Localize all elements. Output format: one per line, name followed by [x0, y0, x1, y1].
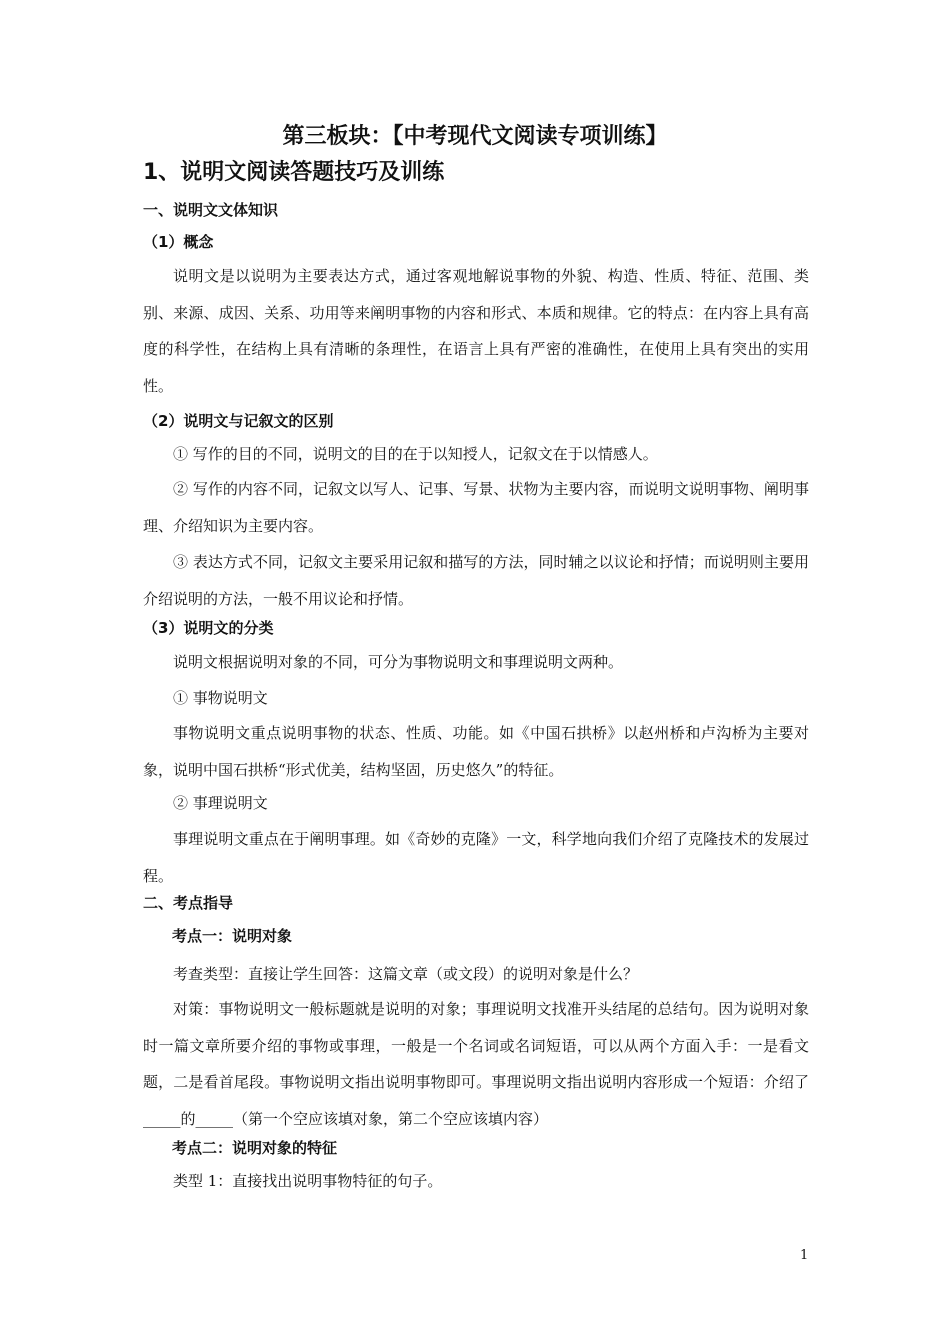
paragraph-class-2: 事理说明文重点在于阐明事理。如《奇妙的克隆》一文，科学地向我们介绍了克隆技术的发展过程。 [143, 830, 809, 885]
section-heading-1: 一、说明文文体知识 [143, 201, 279, 219]
subheading-kaodian-2: 考点二：说明对象的特征 [172, 1139, 338, 1157]
subheading-classification: （3）说明文的分类 [143, 619, 274, 637]
subheading-concept: （1）概念 [143, 233, 214, 251]
list-item-difference-3: ③ 表达方式不同，记叙文主要采用记叙和描写的方法，同时辅之以议论和抒情；而说明则主要用介绍说明的方法，一般不用议论和抒情。 [143, 553, 809, 608]
list-item-difference-2: ② 写作的内容不同，记叙文以写人、记事、写景、状物为主要内容，而说明文说明事物、阐明事理、介绍知识为主要内容。 [143, 480, 809, 535]
list-item-difference-1: ① 写作的目的不同，说明文的目的在于以知授人，记叙文在于以情感人。 [173, 445, 658, 463]
paragraph-kaodian-1-strategy: 对策：事物说明文一般标题就是说明的对象；事理说明文找准开头结尾的总结句。因为说明对象时一篇文章所要介绍的事物或事理，一般是一个名词或名词短语，可以从两个方面入手：一是看文题，二是看首尾段。事物说明文指出说明事物即可。事理说明文指出说明内容形成一个短语：介绍了_____的_____（第一个空应该填对象，第二个空应该填内容） [143, 1000, 809, 1128]
list-item-class-1-title: ① 事物说明文 [173, 689, 268, 707]
paragraph-concept: 说明文是以说明为主要表达方式，通过客观地解说事物的外貌、构造、性质、特征、范围、类别、来源、成因、关系、功用等来阐明事物的内容和形式、本质和规律。它的特点：在内容上具有高度的科学性，在结构上具有清晰的条理性，在语言上具有严密的准确性，在使用上具有突出的实用性。 [143, 267, 809, 395]
paragraph-classification-intro: 说明文根据说明对象的不同，可分为事物说明文和事理说明文两种。 [173, 653, 624, 671]
section-heading-2: 二、考点指导 [143, 894, 234, 912]
paragraph-kaodian-2-type-1: 类型 1：直接找出说明事物特征的句子。 [173, 1172, 443, 1190]
paragraph-class-1: 事物说明文重点说明事物的状态、性质、功能。如《中国石拱桥》以赵州桥和卢沟桥为主要对象，说明中国石拱桥“形式优美，结构坚固，历史悠久”的特征。 [143, 724, 809, 779]
page-number: 1 [800, 1248, 809, 1263]
list-item-class-2-title: ② 事理说明文 [173, 794, 268, 812]
paragraph-kaodian-1-type: 考查类型：直接让学生回答：这篇文章（或文段）的说明对象是什么？ [173, 965, 639, 983]
subheading-kaodian-1: 考点一：说明对象 [172, 927, 293, 945]
section-heading-main: 1、说明文阅读答题技巧及训练 [143, 160, 445, 185]
subheading-difference: （2）说明文与记叙文的区别 [143, 412, 334, 430]
document-title: 第三板块：【中考现代文阅读专项训练】 [282, 124, 668, 149]
